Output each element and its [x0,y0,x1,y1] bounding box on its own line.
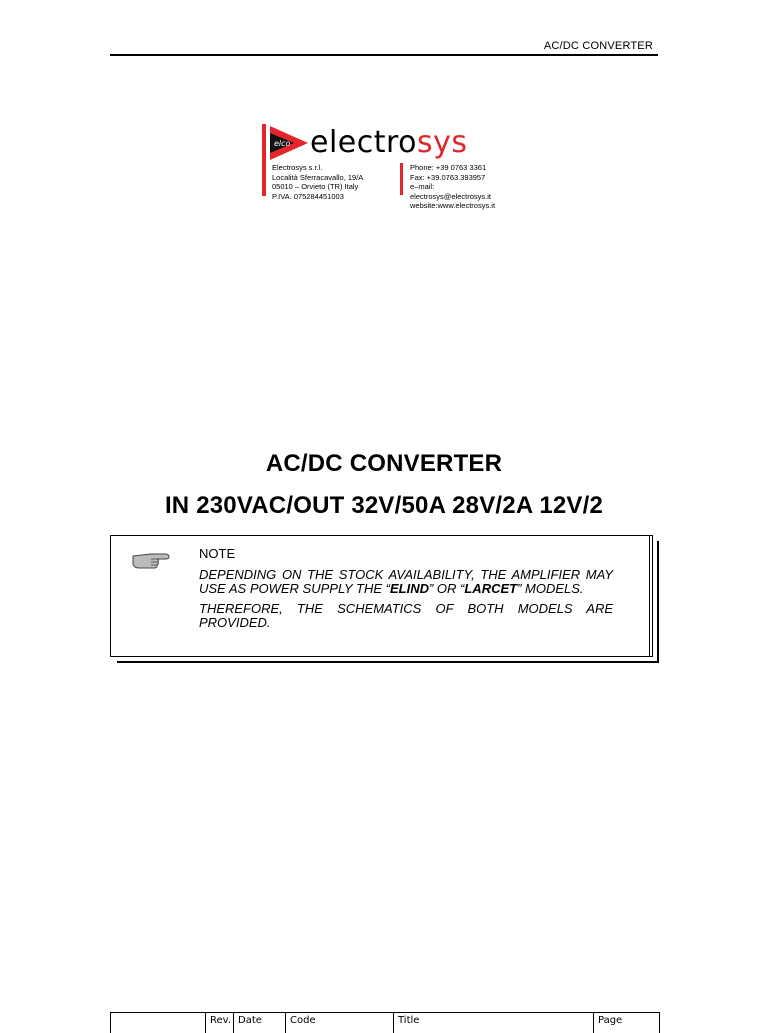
address-line: Località Sferracavallo, 19/A [272,172,364,182]
footer-title-block [110,1012,660,1033]
contact-line: e–mail: electrosys@electrosys.it [410,182,491,201]
note-text [199,568,613,636]
contact-red-bar [400,163,403,195]
footer-cell-blank [111,1013,205,1033]
footer-cell-rev: Rev. [205,1013,233,1033]
note-text-span: DEPENDING ON THE STOCK AVAILABILITY, THE AMPLIFIER MAY USE AS POWER SUPPLY THE “ [199,567,613,596]
note-paragraph-2: THEREFORE, THE SCHEMATICS OF BOTH MODELS ARE PROVIDED. [199,601,613,630]
note-box [110,535,653,657]
contact-line: website:www.electrosys.it [410,201,496,211]
logo-arrow-icon [268,124,310,162]
note-box-inner-border [649,536,650,656]
header-rule [110,54,658,56]
note-paragraph-1 [199,568,613,596]
note-text-span: ” MODELS. [517,581,584,596]
company-logo [262,124,512,211]
document-subtitle: IN 230VAC/OUT 32V/50A 28V/2A 12V/2 [164,492,604,519]
document-title: AC/DC CONVERTER [265,450,503,477]
logo-word-black: electro [310,125,418,160]
logo-word-red: sys [417,125,468,160]
address-line: Electrosys s.r.l. [272,163,323,172]
note-text-span: ” OR “ [428,581,465,596]
footer-cell-date: Date [233,1013,285,1033]
note-model-elind: ELIND [389,581,429,596]
address-line: 05010 – Orvieto (TR) Italy [272,182,359,192]
note-model-larcet: LARCET [464,581,518,596]
contact-line: Phone: +39 0763 3361 [410,163,487,172]
company-address [272,163,363,201]
footer-cell-page: Page [593,1013,657,1033]
pointing-hand-icon [131,548,171,570]
note-label: NOTE [199,546,236,561]
header-title: AC/DC CONVERTER [543,40,653,52]
address-line: P.IVA. 075284451003 [272,191,344,201]
footer-cell-title: Title [393,1013,593,1033]
logo-red-bar [262,124,266,196]
company-contacts [410,163,512,211]
logo-arrow-text: elco [274,139,291,148]
footer-cell-code: Code [285,1013,393,1033]
contact-line: Fax: +39.0763.393957 [410,172,486,182]
logo-wordmark [310,126,468,160]
